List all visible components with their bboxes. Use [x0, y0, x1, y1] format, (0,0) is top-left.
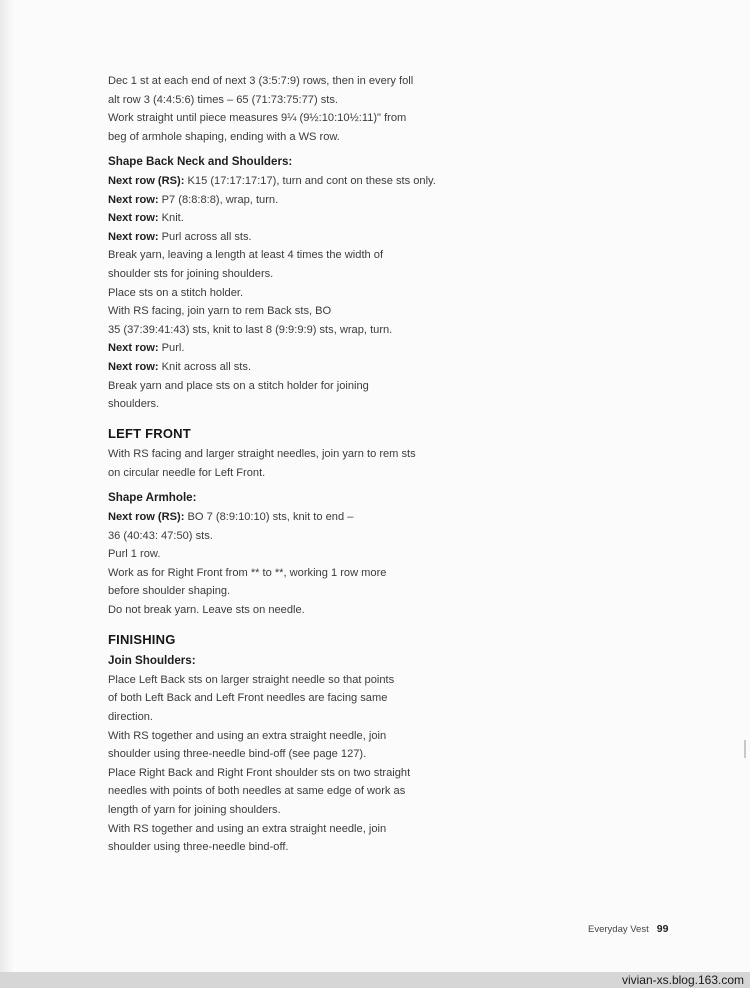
row-label: Next row:	[108, 212, 159, 225]
row-text: BO 7 (8:9:10:10) sts, knit to end –	[184, 511, 354, 524]
footer-title: Everyday Vest	[588, 924, 649, 935]
text-line: Break yarn, leaving a length at least 4 times the width of	[108, 249, 384, 262]
row-label: Next row:	[108, 230, 159, 243]
text-line: With RS together and using an extra straight needle, join	[108, 729, 387, 742]
text-line: before shoulder shaping.	[108, 585, 231, 598]
text-line: beg of armhole shaping, ending with a WS row.	[108, 130, 340, 143]
text-line: alt row 3 (4:4:5:6) times – 65 (71:73:75:77) sts.	[108, 93, 339, 106]
row-label: Next row (RS):	[108, 511, 185, 524]
instruction-row	[108, 172, 480, 191]
watermark-text: vivian-xs.blog.163.com	[621, 973, 744, 987]
row-label: Next row (RS):	[108, 174, 185, 187]
instruction-row	[108, 191, 480, 210]
back-continued-block	[108, 72, 480, 146]
text-line: With RS together and using an extra straight needle, join	[108, 822, 387, 835]
text-line: Break yarn and place sts on a stitch holder for joining	[108, 379, 369, 392]
page-number: 99	[656, 923, 669, 935]
text-line: length of yarn for joining shoulders.	[108, 803, 281, 816]
text-line: needles with points of both needles at same edge of work as	[108, 785, 406, 798]
text-line: shoulder sts for joining shoulders.	[108, 267, 274, 280]
text-line: shoulders.	[108, 398, 160, 411]
text-line: Place Left Back sts on larger straight needle so that points	[108, 673, 395, 686]
text-line: of both Left Back and Left Front needles are facing same	[108, 692, 388, 705]
text-line: Purl 1 row.	[108, 548, 161, 561]
subheading-shape-armhole: Shape Armhole:	[108, 491, 197, 505]
text-line: direction.	[108, 711, 154, 723]
row-label: Next row:	[108, 360, 159, 373]
text-line: 35 (37:39:41:43) sts, knit to last 8 (9:9:9:9) sts, wrap, turn.	[108, 323, 393, 336]
text-line: Work as for Right Front from ** to **, working 1 row more	[108, 566, 387, 579]
shape-back-neck-block	[108, 153, 480, 413]
row-label: Next row:	[108, 193, 159, 206]
row-label: Next row:	[108, 342, 159, 355]
text-line: Place sts on a stitch holder.	[108, 286, 244, 299]
text-line: With RS facing, join yarn to rem Back sts, BO	[108, 305, 332, 318]
pattern-text	[108, 72, 480, 857]
row-text: Purl.	[158, 342, 185, 355]
gutter-shadow	[0, 0, 14, 972]
watermark-band	[0, 972, 750, 988]
text-line: Place Right Back and Right Front shoulder sts on two straight	[108, 766, 411, 779]
text-line: With RS facing and larger straight needles, join yarn to rem sts	[108, 448, 416, 461]
subheading-join-shoulders: Join Shoulders:	[108, 654, 196, 668]
row-text: Knit across all sts.	[158, 360, 252, 373]
text-line: 36 (40:43: 47:50) sts.	[108, 529, 213, 542]
shape-armhole-block	[108, 489, 480, 619]
finishing-block	[108, 631, 480, 857]
section-heading-left-front: LEFT FRONT	[108, 425, 191, 441]
text-line: Do not break yarn. Leave sts on needle.	[108, 604, 305, 617]
row-text: P7 (8:8:8:8), wrap, turn.	[158, 193, 279, 206]
text-line: Work straight until piece measures 9¼ (9½:10:10½:11)" from	[108, 112, 407, 125]
row-text: K15 (17:17:17:17), turn and cont on these sts only.	[184, 174, 436, 187]
instruction-row	[108, 358, 480, 377]
left-front-block	[108, 425, 480, 483]
subheading-shape-back-neck: Shape Back Neck and Shoulders:	[108, 155, 293, 169]
instruction-row	[108, 508, 480, 527]
text-line: shoulder using three-needle bind-off.	[108, 841, 289, 854]
page-footer	[588, 923, 668, 935]
instruction-row	[108, 209, 480, 228]
instruction-row	[108, 228, 480, 247]
row-text: Purl across all sts.	[158, 230, 252, 243]
text-line: shoulder using three-needle bind-off (see page 127).	[108, 748, 367, 761]
text-line: on circular needle for Left Front.	[108, 466, 266, 479]
page-edge-mark	[744, 740, 746, 758]
text-line: Dec 1 st at each end of next 3 (3:5:7:9) rows, then in every foll	[108, 75, 414, 87]
instruction-row	[108, 339, 480, 358]
row-text: Knit.	[158, 212, 184, 225]
section-heading-finishing: FINISHING	[108, 631, 176, 647]
